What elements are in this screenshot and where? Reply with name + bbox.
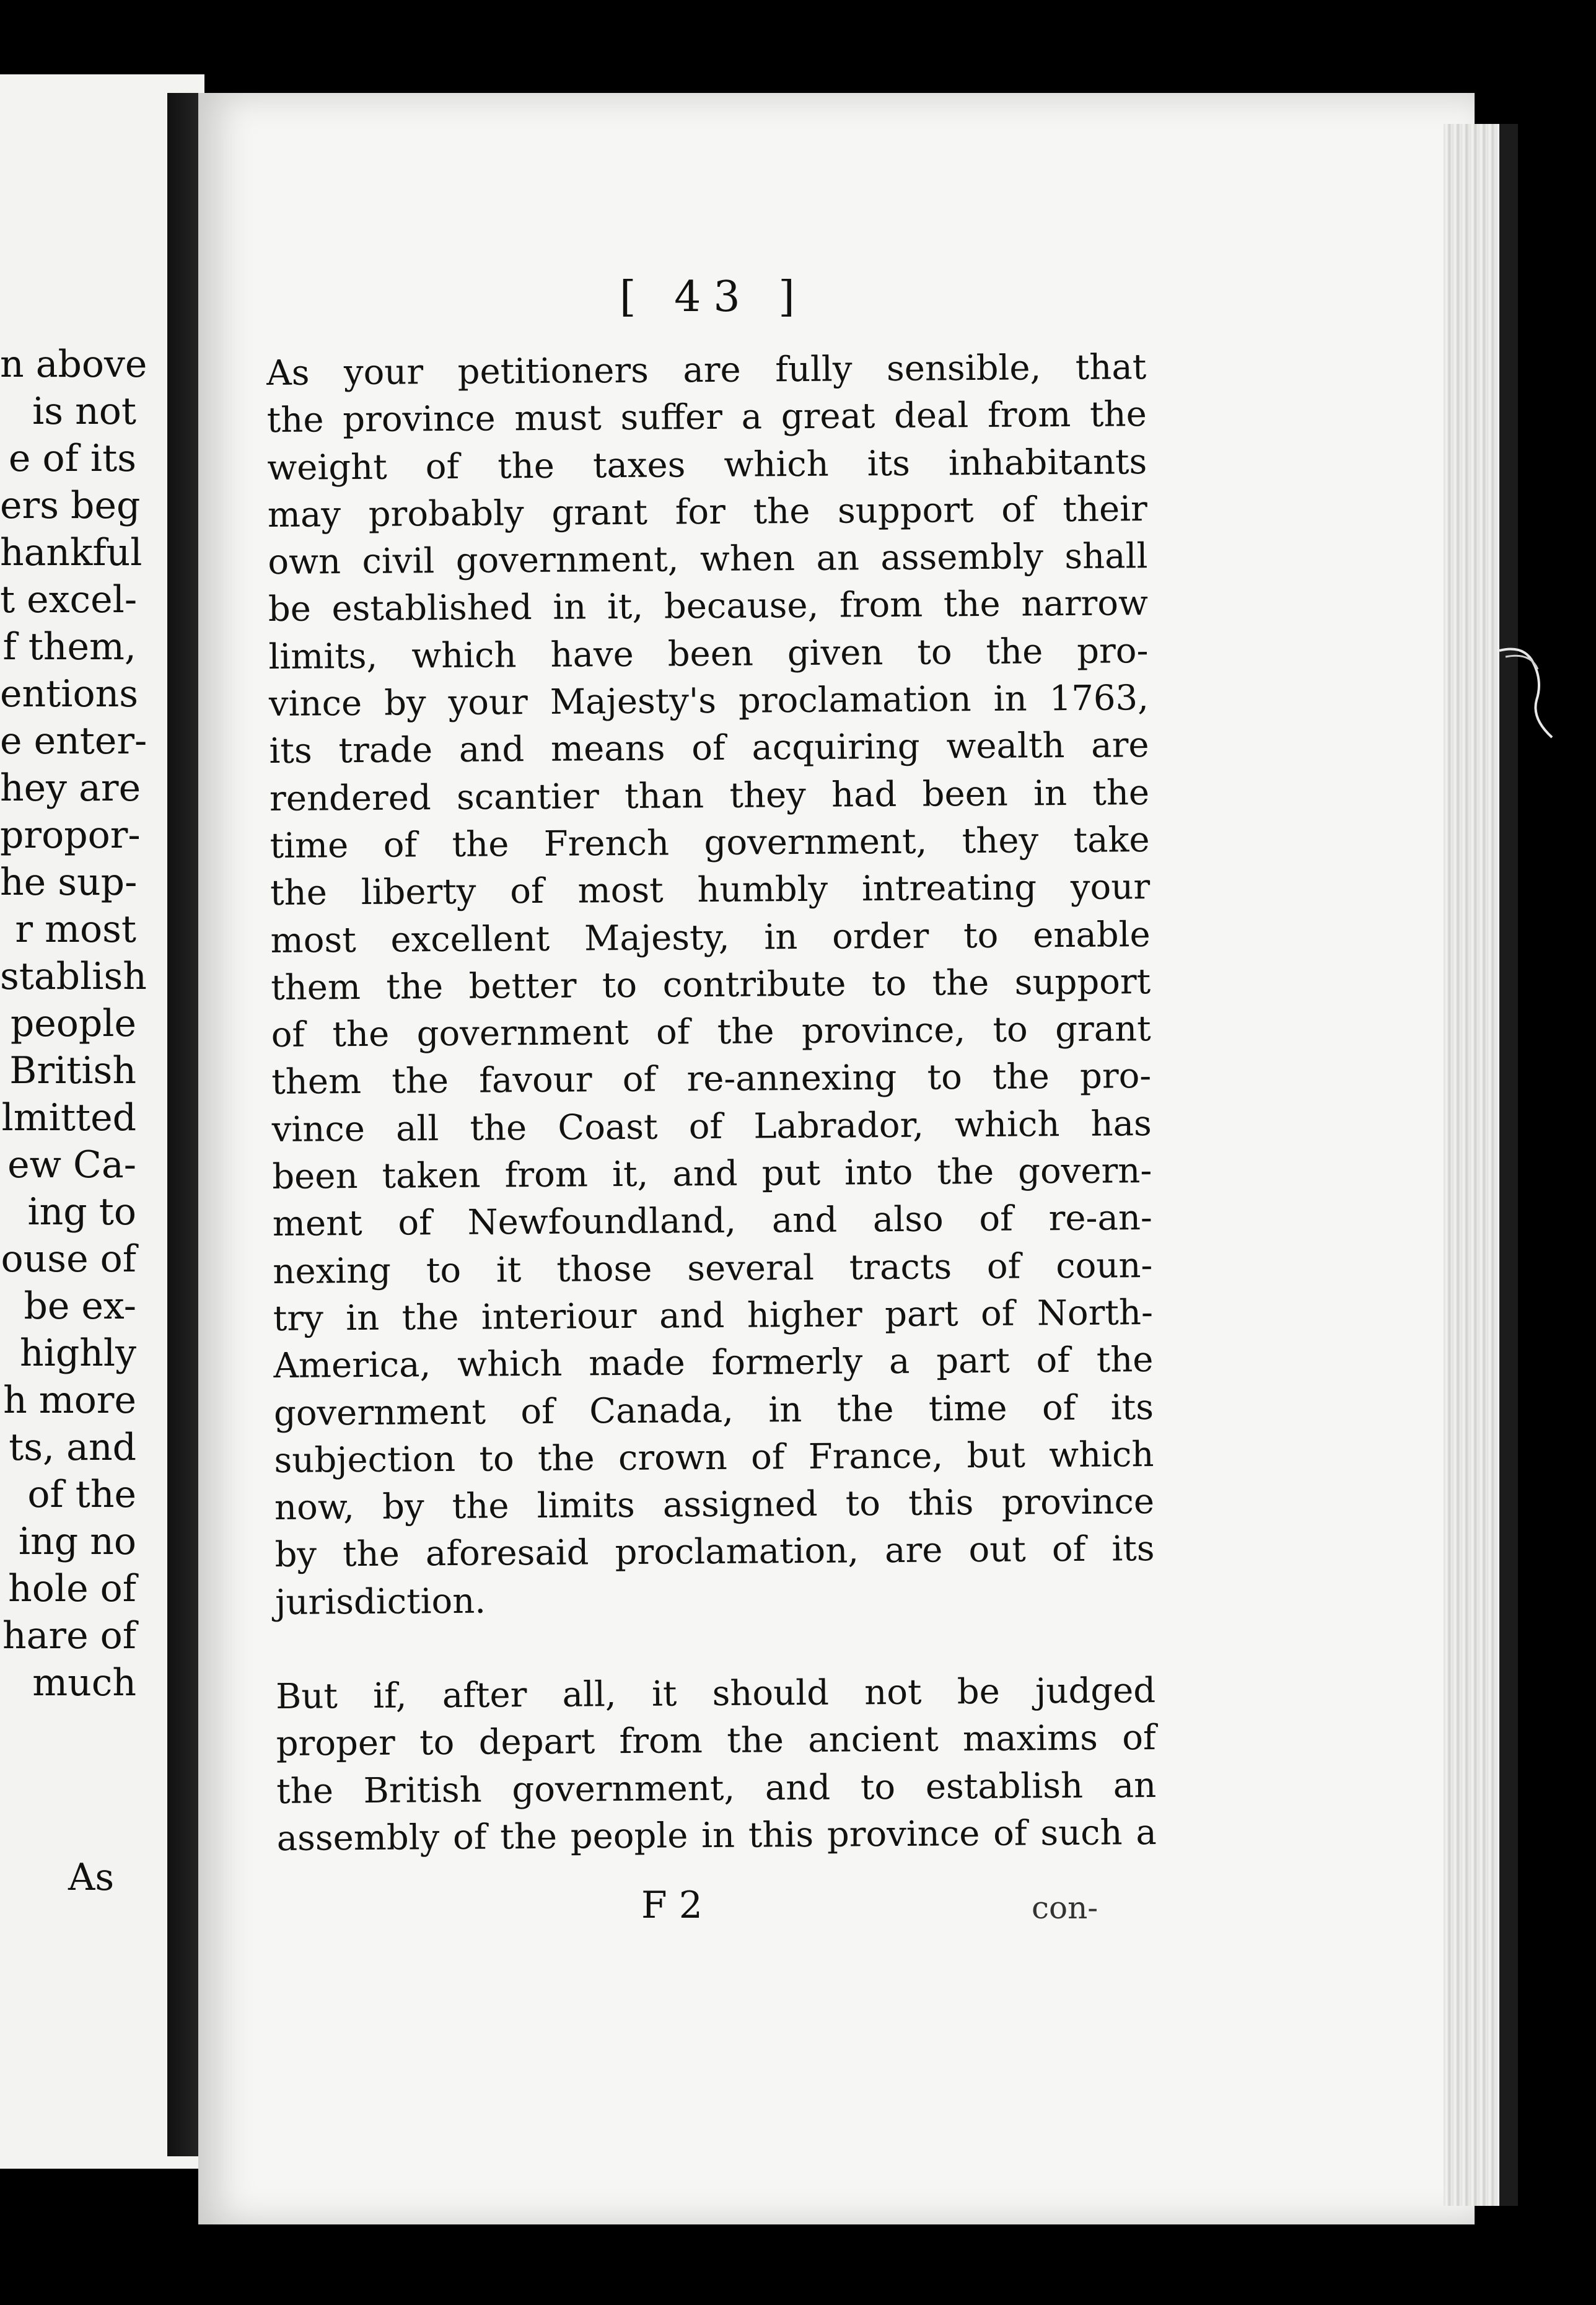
text-line: ment of Newfoundland, and also of re-an- <box>272 1198 1153 1245</box>
text-line: As your petitioners are fully sensible, that <box>266 347 1147 393</box>
facing-line-end: lmitted <box>1 1096 136 1139</box>
text-line: assembly of the people in this province of such a <box>276 1812 1157 1859</box>
text-line: vince by your Majesty's proclamation in 1763, <box>268 678 1149 725</box>
facing-line-end: ouse of <box>1 1237 136 1281</box>
thread-bookmark-icon <box>1499 644 1586 744</box>
facing-line-end: ing no <box>18 1520 136 1563</box>
text-line: them the better to contribute to the support <box>270 961 1151 1008</box>
catchword: con- <box>1032 1890 1098 1926</box>
text-line: own civil government, when an assembly shall <box>268 536 1148 583</box>
facing-line-end: he sup- <box>0 861 138 904</box>
page-fore-edge <box>1444 124 1506 2206</box>
text-line: may probably grant for the support of their <box>267 488 1148 535</box>
text-line: them the favour of re-annexing to the pro- <box>271 1056 1152 1103</box>
facing-line-end: e enter- <box>0 719 147 763</box>
facing-line-end: h more <box>3 1379 136 1422</box>
facing-page-catchword: As <box>68 1856 115 1899</box>
text-line: the liberty of most humbly intreating your <box>270 867 1151 914</box>
facing-line-end: British <box>9 1049 136 1092</box>
facing-line-end: n above <box>0 343 147 386</box>
text-line: vince all the Coast of Labrador, which has <box>271 1103 1152 1150</box>
text-line: But if, after all, it should not be judged <box>275 1671 1156 1717</box>
text-line: most excellent Majesty, in order to enable <box>270 914 1151 961</box>
facing-line-end: ew Ca- <box>7 1143 136 1187</box>
facing-line-end: highly <box>20 1332 136 1375</box>
facing-line-end: hey are <box>0 766 141 810</box>
facing-line-end: ing to <box>27 1190 136 1234</box>
text-line: jurisdiction. <box>274 1581 486 1623</box>
facing-line-end: r most <box>15 908 136 951</box>
text-line: America, which made formerly a part of the <box>273 1340 1154 1387</box>
text-line: rendered scantier than they had been in the <box>269 772 1150 819</box>
text-line: weight of the taxes which its inhabitants <box>267 441 1147 488</box>
text-line: be established in it, because, from the narrow <box>268 583 1149 630</box>
facing-line-end: ts, and <box>9 1426 136 1469</box>
facing-line-end: be ex- <box>24 1284 136 1328</box>
text-line: proper to depart from the ancient maxims of <box>276 1718 1156 1765</box>
text-line: subjection to the crown of France, but which <box>274 1434 1154 1481</box>
paragraph-1 <box>266 344 1155 1627</box>
facing-line-end: t excel- <box>0 578 138 621</box>
text-line: the province must suffer a great deal from the <box>266 394 1147 441</box>
facing-line-end: hankful <box>0 531 142 574</box>
text-line: time of the French government, they take <box>270 820 1150 866</box>
facing-line-end: propor- <box>0 814 141 857</box>
facing-line-end: ers beg <box>0 484 141 527</box>
facing-line-end: entions <box>0 672 139 716</box>
facing-line-end: stablish <box>0 955 147 998</box>
paragraph-2 <box>276 1667 1157 1863</box>
body-text <box>266 344 1157 1863</box>
facing-line-end: e of its <box>8 437 136 480</box>
facing-line-end: f them, <box>2 625 136 669</box>
facing-line-end: hole of <box>8 1567 136 1610</box>
facing-line-end: much <box>32 1661 136 1705</box>
cover-edge <box>1499 124 1518 2206</box>
text-line: by the aforesaid proclamation, are out of its <box>274 1529 1155 1576</box>
facing-line-end: hare of <box>2 1614 136 1657</box>
text-line: try in the interiour and higher part of North- <box>273 1292 1154 1339</box>
text-line: the British government, and to establish an <box>276 1765 1157 1812</box>
text-line: been taken from it, and put into the govern- <box>272 1151 1152 1198</box>
facing-line-end: of the <box>27 1473 136 1516</box>
page-number-header: [ 43 ] <box>620 273 807 322</box>
text-line: of the government of the province, to grant <box>271 1009 1151 1056</box>
facing-line-end: is not <box>32 390 136 433</box>
text-line: its trade and means of acquiring wealth are <box>269 725 1149 772</box>
signature-mark: F 2 <box>641 1884 703 1927</box>
text-line: now, by the limits assigned to this province <box>274 1482 1155 1529</box>
text-line: limits, which have been given to the pro- <box>268 630 1149 677</box>
facing-line-end: people <box>10 1002 136 1045</box>
text-line: nexing to it those several tracts of coun- <box>273 1245 1153 1292</box>
text-line: government of Canada, in the time of its <box>273 1387 1154 1434</box>
